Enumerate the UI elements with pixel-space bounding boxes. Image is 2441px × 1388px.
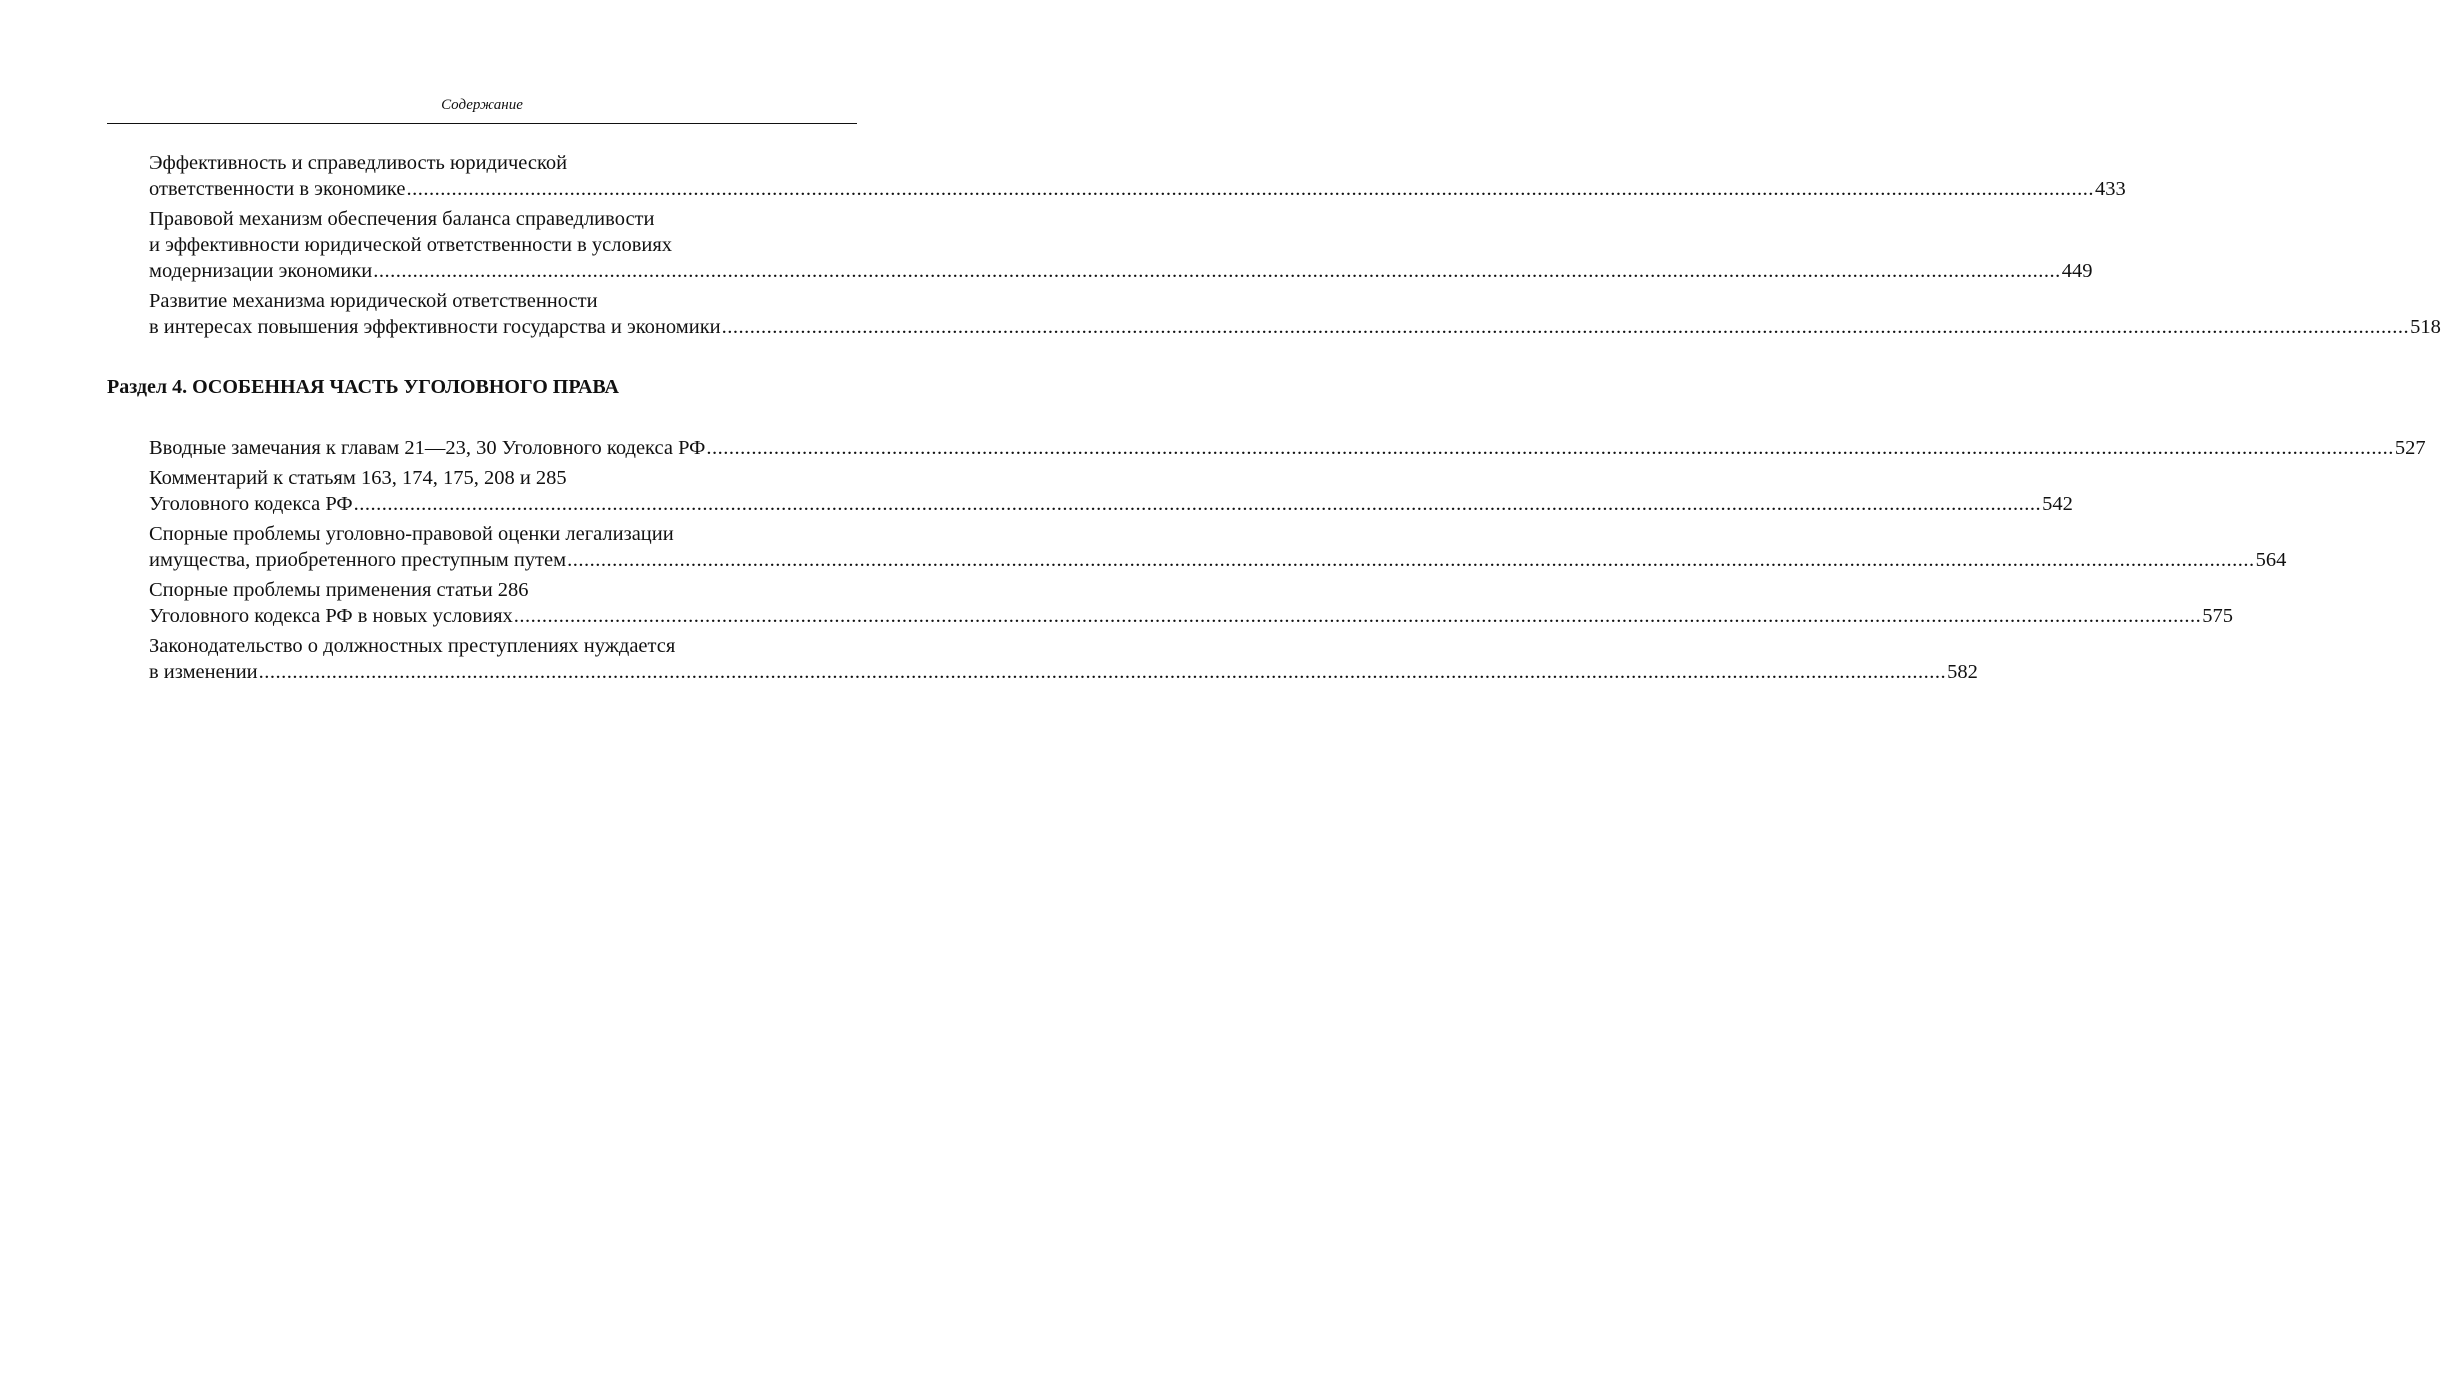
toc-entry[interactable] [149, 633, 1978, 685]
page-number: 527 [2394, 437, 2426, 459]
toc-entry-last-line [149, 258, 2093, 284]
toc-entry[interactable] [149, 577, 2234, 629]
toc-entry-line: Законодательство о должностных преступлениях нуждается [149, 635, 676, 657]
toc-entry-last-line [149, 314, 2441, 340]
page-number: 582 [1947, 661, 1978, 683]
toc-entry-last-line [149, 659, 1978, 685]
toc-entry[interactable] [149, 521, 2287, 573]
toc-entry[interactable] [149, 465, 2073, 517]
section-heading: Раздел 4. ОСОБЕННАЯ ЧАСТЬ УГОЛОВНОГО ПРАВА [107, 376, 619, 398]
toc-entry-text: ответственности в экономике [149, 178, 406, 200]
dot-leader: ............................................................................................................................................................................................................................................................................................................ [706, 437, 2394, 459]
page-number: 449 [2061, 260, 2093, 282]
toc-entry-last-line [149, 491, 2073, 517]
toc-entry-text: Уголовного кодекса РФ в новых условиях [149, 605, 513, 627]
toc-group-section3 [149, 150, 2441, 344]
dot-leader: ............................................................................................................................................................................................................................................................................................................ [567, 549, 2255, 571]
toc-entry-line: Комментарий к статьям 163, 174, 175, 208 и 285 [149, 467, 567, 489]
dot-leader: ............................................................................................................................................................................................................................................................................................................ [258, 661, 1947, 683]
page-number: 575 [2202, 605, 2234, 627]
toc-entry[interactable] [149, 288, 2441, 340]
toc-entry-last-line [149, 603, 2234, 629]
toc-entry-text: в изменении [149, 661, 258, 683]
toc-entry[interactable] [149, 435, 2426, 461]
toc-entry-last-line [149, 547, 2287, 573]
dot-leader: ............................................................................................................................................................................................................................................................................................................ [721, 316, 2410, 338]
page-number: 518 [2410, 316, 2441, 338]
page-number: 542 [2042, 493, 2073, 515]
dot-leader: ............................................................................................................................................................................................................................................................................................................ [373, 260, 2061, 282]
toc-entry-last-line [149, 176, 2126, 202]
toc-group-section4 [149, 435, 2426, 689]
toc-entry-line: Эффективность и справедливость юридической [149, 152, 568, 174]
header-rule [107, 123, 857, 124]
dot-leader: ............................................................................................................................................................................................................................................................................................................ [513, 605, 2202, 627]
toc-entry-line: Развитие механизма юридической ответственности [149, 290, 598, 312]
toc-entry-text: Вводные замечания к главам 21—23, 30 Уголовного кодекса РФ [149, 437, 706, 459]
page-number: 564 [2255, 549, 2287, 571]
running-head: Содержание [441, 97, 523, 113]
toc-entry-text: в интересах повышения эффективности государства и экономики [149, 316, 721, 338]
toc-entry-last-line [149, 435, 2426, 461]
toc-entry[interactable] [149, 206, 2093, 284]
toc-entry-text: имущества, приобретенного преступным путем [149, 549, 567, 571]
toc-entry-line: Правовой механизм обеспечения баланса справедливости [149, 208, 655, 230]
toc-entry-line: и эффективности юридической ответственности в условиях [149, 234, 673, 256]
toc-entry[interactable] [149, 150, 2126, 202]
toc-entry-text: модернизации экономики [149, 260, 373, 282]
dot-leader: ............................................................................................................................................................................................................................................................................................................ [406, 178, 2094, 200]
page-number: 433 [2094, 178, 2126, 200]
dot-leader: ............................................................................................................................................................................................................................................................................................................ [353, 493, 2042, 515]
toc-entry-text: Уголовного кодекса РФ [149, 493, 353, 515]
toc-entry-line: Спорные проблемы применения статьи 286 [149, 579, 529, 601]
toc-entry-line: Спорные проблемы уголовно-правовой оценки легализации [149, 523, 674, 545]
